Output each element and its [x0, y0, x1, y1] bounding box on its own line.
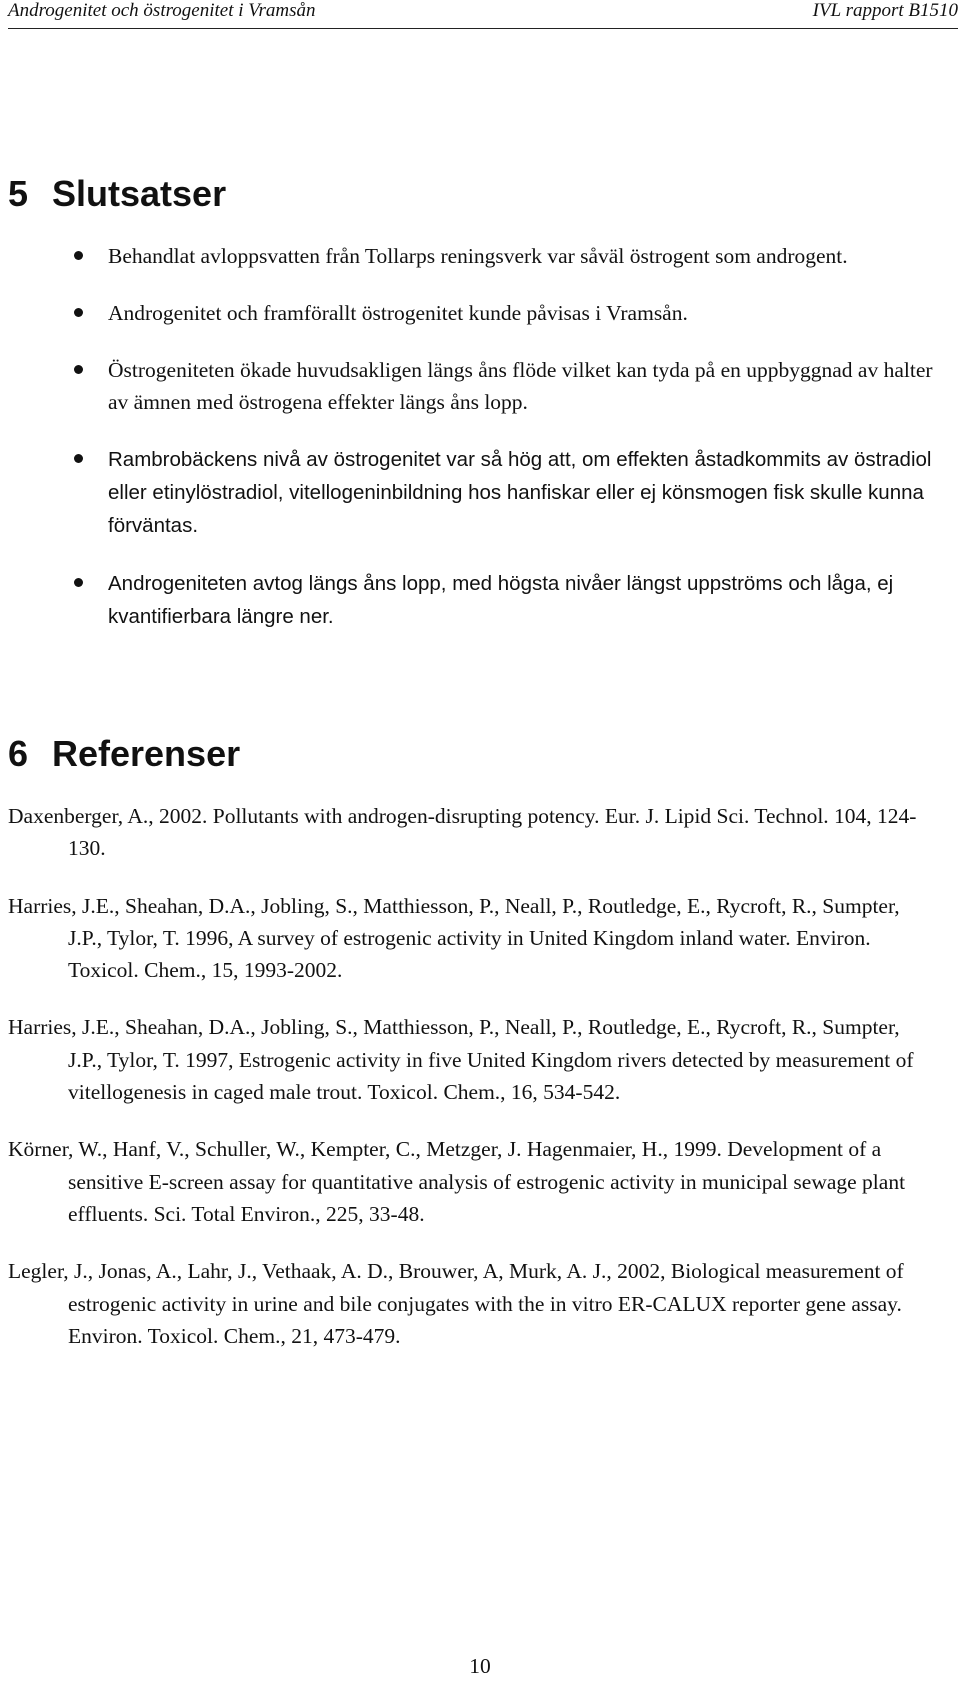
- section-heading-slutsatser: [8, 174, 226, 214]
- bullet-icon: [74, 578, 83, 587]
- bullet-icon: [74, 251, 83, 260]
- list-item: [60, 240, 940, 272]
- bullet-text: Rambrobäckens nivå av östrogenitet var så hög att, om effekten åstadkommits av östradiol eller etinylöstradiol, vitellogeninbildning hos hanfiskar eller ej könsmogen fisk skulle kunna förväntas.: [108, 448, 932, 537]
- bullet-text: Androgenitet och framförallt östrogenitet kunde påvisas i Vramsån.: [108, 301, 688, 325]
- list-item: [60, 354, 940, 418]
- page-number: 10: [469, 1654, 491, 1678]
- reference-entry: Harries, J.E., Sheahan, D.A., Jobling, S., Matthiesson, P., Neall, P., Routledge, E., Rycroft, R., Sumpter, J.P., Tylor, T. 1996, A survey of estrogenic activity in United Kingdom inland water. Environ. Toxicol. Chem., 15, 1993-2002.: [8, 893, 900, 983]
- section-title: Referenser: [52, 733, 241, 774]
- list-item: [60, 297, 940, 329]
- section-title: Slutsatser: [52, 173, 227, 214]
- section-number: 5: [8, 173, 29, 214]
- header-report-number: IVL rapport B1510: [812, 0, 958, 21]
- bullet-text: Östrogeniteten ökade huvudsakligen längs åns flöde vilket kan tyda på en uppbyggnad av halter av ämnen med östrogena effekter längs åns lopp.: [108, 358, 933, 414]
- reference-entry: Legler, J., Jonas, A., Lahr, J., Vethaak, A. D., Brouwer, A, Murk, A. J., 2002, Biological measurement of estrogenic activity in urine and bile conjugates with the in vitro ER-CALUX reporter gene assay. Environ. Toxicol. Chem., 21, 473-479.: [8, 1259, 904, 1348]
- header-report-title: Androgenitet och östrogenitet i Vramsån: [8, 0, 316, 21]
- section-number: 6: [8, 733, 29, 774]
- bullet-icon: [74, 308, 83, 317]
- conclusions-list: [60, 240, 940, 658]
- bullet-icon: [74, 454, 83, 463]
- list-item: [60, 443, 940, 542]
- page-header: [8, 0, 958, 29]
- bullet-icon: [74, 365, 83, 374]
- reference-entry: Harries, J.E., Sheahan, D.A., Jobling, S., Matthiesson, P., Neall, P., Routledge, E., Rycroft, R., Sumpter, J.P., Tylor, T. 1997, Estrogenic activity in five United Kingdom rivers detected by measurement of vitellogenesis in caged male trout. Toxicol. Chem., 16, 534-542.: [8, 1015, 914, 1105]
- section-heading-referenser: [8, 734, 240, 774]
- reference-list: [8, 800, 918, 1377]
- bullet-text: Androgeniteten avtog längs åns lopp, med högsta nivåer längst uppströms och låga, ej kvantifierbara längre ner.: [108, 572, 894, 628]
- list-item: [60, 567, 940, 633]
- reference-entry: Körner, W., Hanf, V., Schuller, W., Kempter, C., Metzger, J. Hagenmaier, H., 1999. Development of a sensitive E-screen assay for quantitative analysis of estrogenic activity in municipal sewage plant effluents. Sci. Total Environ., 225, 33-48.: [8, 1137, 906, 1226]
- bullet-text: Behandlat avloppsvatten från Tollarps reningsverk var såväl östrogent som androgent.: [108, 244, 848, 268]
- reference-entry: Daxenberger, A., 2002. Pollutants with androgen-disrupting potency. Eur. J. Lipid Sci. Technol. 104, 124-130.: [8, 804, 917, 861]
